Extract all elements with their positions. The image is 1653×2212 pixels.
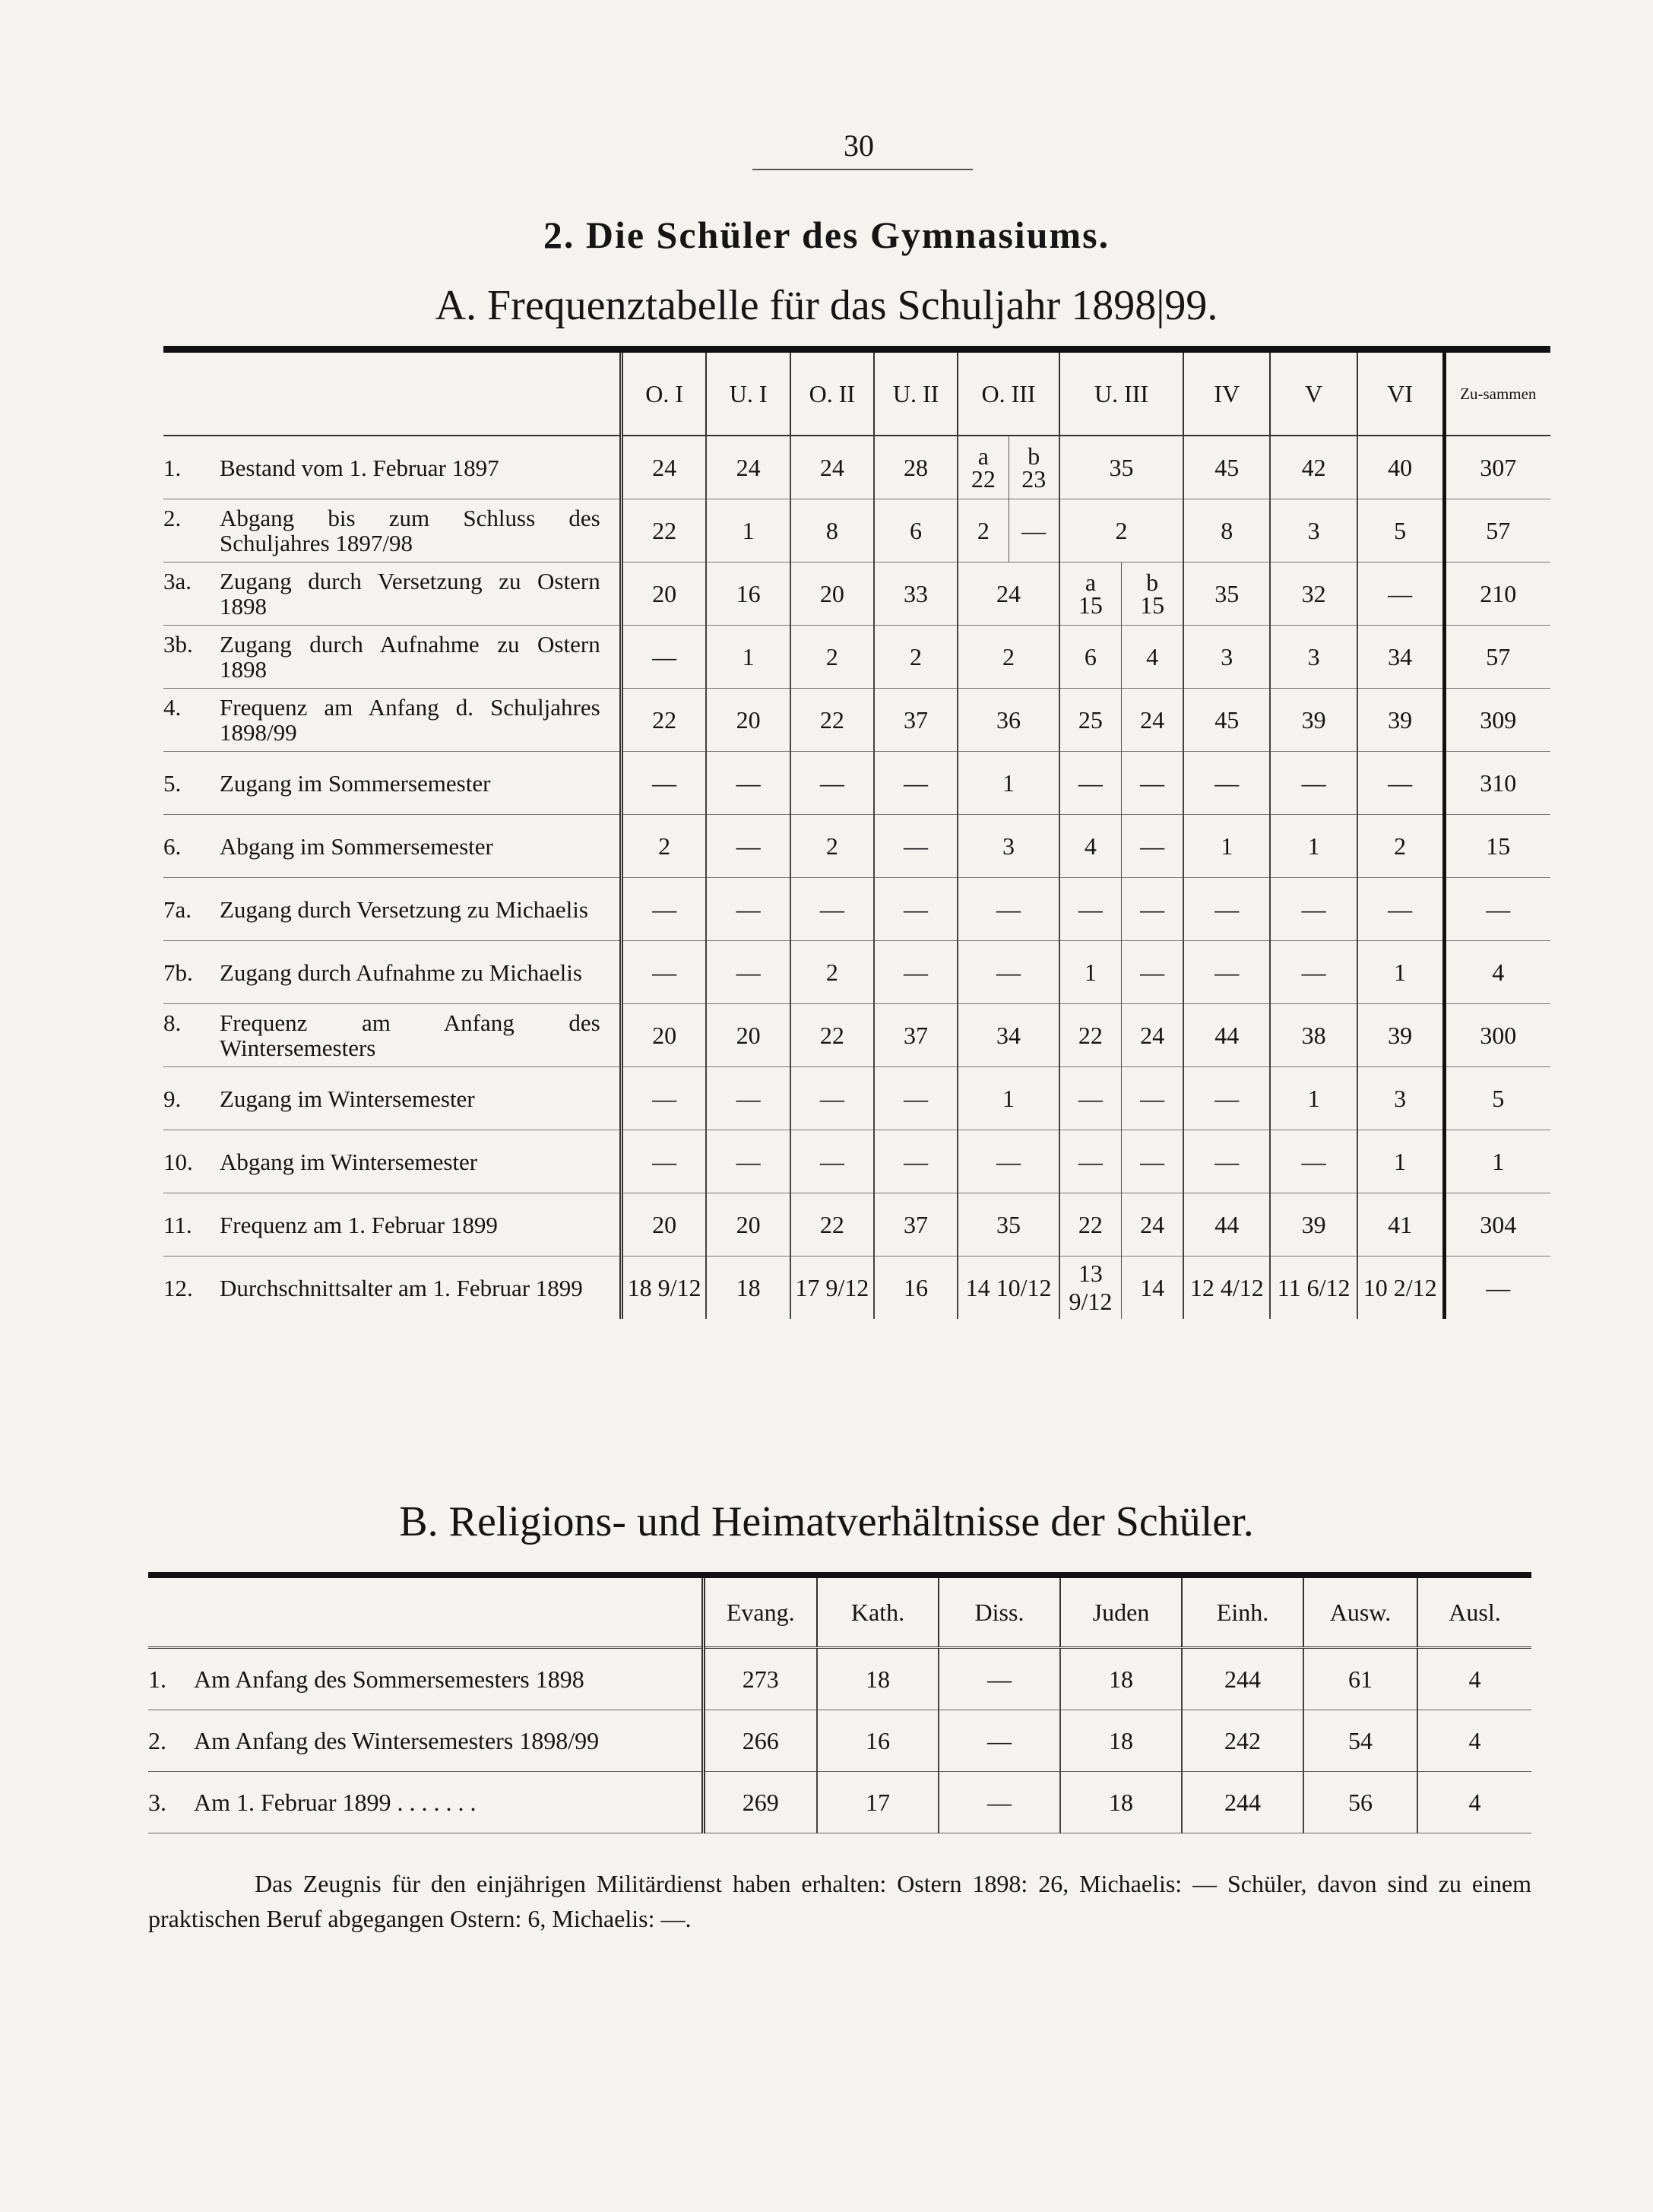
table-cell: 38	[1270, 1004, 1357, 1067]
table-cell: —	[1357, 563, 1444, 626]
table-cell: —	[874, 815, 958, 878]
table-a-title: A. Frequenztabelle für das Schuljahr 1898|99.	[435, 282, 1218, 329]
table-cell-total: 15	[1444, 815, 1550, 878]
row-number: 9.	[163, 1085, 182, 1112]
table-cell: 40	[1357, 436, 1444, 499]
col-header: O. III	[958, 350, 1059, 436]
table-cell: —	[1270, 752, 1357, 815]
row-label	[148, 1710, 703, 1772]
row-label-text: Zugang durch Versetzung zu Michaelis	[220, 895, 588, 923]
table-cell: 8	[790, 499, 874, 563]
table-cell: —	[939, 1710, 1060, 1772]
row-number: 8.	[163, 1009, 182, 1036]
table-cell	[1009, 436, 1059, 499]
row-label	[163, 1193, 621, 1257]
table-row	[163, 1130, 1550, 1193]
row-number: 3b.	[163, 631, 193, 658]
table-cell: 24	[621, 436, 706, 499]
table-cell: —	[1059, 1130, 1122, 1193]
table-cell: —	[621, 1067, 706, 1130]
col-header: U. II	[874, 350, 958, 436]
table-cell: —	[1357, 752, 1444, 815]
table-row	[163, 499, 1550, 563]
religion-table-header	[148, 1575, 1531, 1648]
table-cell: —	[1270, 1130, 1357, 1193]
table-cell: 6	[1059, 626, 1122, 689]
table-cell: 22	[621, 499, 706, 563]
table-cell: 242	[1182, 1710, 1303, 1772]
table-cell: —	[939, 1772, 1060, 1833]
table-cell: 35	[958, 1193, 1059, 1257]
table-cell: 2	[790, 626, 874, 689]
table-cell: 56	[1303, 1772, 1417, 1833]
table-cell: 24	[706, 436, 790, 499]
table-cell: 6	[874, 499, 958, 563]
table-cell: —	[706, 815, 790, 878]
table-cell: —	[1122, 941, 1184, 1004]
table-cell: 24	[1122, 1193, 1184, 1257]
table-cell: —	[790, 1067, 874, 1130]
table-cell: —	[706, 752, 790, 815]
table-cell-total: 309	[1444, 689, 1550, 752]
row-label-text: Bestand vom 1. Februar 1897	[220, 454, 499, 481]
table-cell: 3	[1270, 626, 1357, 689]
table-cell: —	[958, 1130, 1059, 1193]
table-cell: 3	[1183, 626, 1270, 689]
row-label	[163, 752, 621, 815]
row-label	[163, 499, 621, 563]
table-cell: 32	[1270, 563, 1357, 626]
row-number: 7a.	[163, 895, 192, 923]
table-cell: 1	[958, 1067, 1059, 1130]
table-cell: —	[1183, 1130, 1270, 1193]
table-cell: 28	[874, 436, 958, 499]
row-number: 2.	[163, 505, 182, 531]
table-row	[163, 563, 1550, 626]
table-cell: 24	[1122, 689, 1184, 752]
row-label-text: Zugang durch Aufnahme zu Ostern 1898	[220, 631, 600, 683]
table-cell: 41	[1357, 1193, 1444, 1257]
table-cell: 37	[874, 1004, 958, 1067]
table-cell: 3	[1357, 1067, 1444, 1130]
table-cell: 1	[1183, 815, 1270, 878]
table-cell: 2	[790, 941, 874, 1004]
header-label-blank	[163, 350, 621, 436]
row-number: 3.	[148, 1788, 166, 1816]
table-cell: 4	[1417, 1772, 1531, 1833]
table-row	[148, 1710, 1531, 1772]
table-cell: 39	[1357, 1004, 1444, 1067]
table-cell: 3	[958, 815, 1059, 878]
col-header: Diss.	[939, 1575, 1060, 1648]
row-number: 5.	[163, 769, 182, 797]
table-cell: 22	[790, 1004, 874, 1067]
table-cell: 45	[1183, 436, 1270, 499]
row-label	[163, 1257, 621, 1320]
table-cell: 44	[1183, 1193, 1270, 1257]
table-cell: 1	[1059, 941, 1122, 1004]
footnote: Das Zeugnis für den einjährigen Militärdienst haben erhalten: Ostern 1898: 26, Michaelis: — Schüler, davon sind zu einem praktischen Beruf abgegangen Ostern: 6, Michaelis: —.	[148, 1870, 1531, 1932]
table-cell: 35	[1059, 436, 1183, 499]
table-cell: 1	[1270, 815, 1357, 878]
table-cell: —	[939, 1648, 1060, 1710]
table-cell: 45	[1183, 689, 1270, 752]
table-cell: —	[1122, 1067, 1184, 1130]
col-header: Ausw.	[1303, 1575, 1417, 1648]
row-label	[148, 1648, 703, 1710]
table-cell: 2	[621, 815, 706, 878]
table-cell: —	[706, 1130, 790, 1193]
table-cell: 54	[1303, 1710, 1417, 1772]
table-cell: 20	[706, 1193, 790, 1257]
table-cell: —	[706, 941, 790, 1004]
row-label	[163, 815, 621, 878]
table-cell: 20	[621, 563, 706, 626]
table-cell: 17	[817, 1772, 939, 1833]
row-label-text: Frequenz am Anfang d. Schuljahres 1898/99	[220, 694, 600, 746]
col-header: V	[1270, 350, 1357, 436]
col-header: Ausl.	[1417, 1575, 1531, 1648]
table-cell: 22	[621, 689, 706, 752]
table-cell: 10 2/12	[1357, 1257, 1444, 1320]
table-cell-total: —	[1444, 878, 1550, 941]
table-cell: —	[874, 1130, 958, 1193]
frequency-table-header	[163, 350, 1550, 436]
table-cell: —	[621, 626, 706, 689]
row-label-text: Abgang im Sommersemester	[220, 832, 493, 860]
row-number: 1.	[148, 1665, 166, 1693]
table-cell: —	[1183, 878, 1270, 941]
table-row	[163, 815, 1550, 878]
col-header: VI	[1357, 350, 1444, 436]
religion-table-body	[148, 1648, 1531, 1833]
table-cell: 18	[1060, 1772, 1182, 1833]
row-label-text: Abgang bis zum Schluss des Schuljahres 1897/98	[220, 505, 600, 556]
cell-value: 15	[1140, 591, 1165, 619]
row-label	[163, 1004, 621, 1067]
table-cell: 61	[1303, 1648, 1417, 1710]
table-cell: —	[958, 941, 1059, 1004]
table-cell: 24	[1122, 1004, 1184, 1067]
table-cell: 2	[1059, 499, 1183, 563]
table-cell: 273	[703, 1648, 817, 1710]
page-number: 30	[844, 128, 874, 163]
table-cell: —	[621, 941, 706, 1004]
table-cell: —	[1357, 878, 1444, 941]
table-row	[163, 1193, 1550, 1257]
table-cell: 39	[1270, 1193, 1357, 1257]
table-cell: —	[958, 878, 1059, 941]
row-number: 12.	[163, 1274, 193, 1301]
col-header: Juden	[1060, 1575, 1182, 1648]
table-cell: 16	[706, 563, 790, 626]
table-cell: 16	[874, 1257, 958, 1320]
col-header-total: Zu-sammen	[1444, 350, 1550, 436]
sub-label: a	[977, 442, 989, 470]
row-number: 10.	[163, 1148, 193, 1175]
table-cell-total: 300	[1444, 1004, 1550, 1067]
row-number: 3a.	[163, 568, 192, 594]
table-cell: 20	[621, 1004, 706, 1067]
table-cell: 5	[1357, 499, 1444, 563]
table-cell: 34	[958, 1004, 1059, 1067]
row-label	[163, 563, 621, 626]
table-cell: 22	[790, 689, 874, 752]
table-cell: 37	[874, 689, 958, 752]
row-label-text: Abgang im Wintersemester	[220, 1148, 478, 1175]
table-cell: 18	[1060, 1648, 1182, 1710]
table-row	[163, 752, 1550, 815]
table-cell: 3	[1270, 499, 1357, 563]
table-cell: 33	[874, 563, 958, 626]
table-cell: 2	[1357, 815, 1444, 878]
page-number-rule	[752, 169, 973, 170]
table-row	[163, 436, 1550, 499]
table-cell: —	[621, 1130, 706, 1193]
row-label-text: Durchschnittsalter am 1. Februar 1899	[220, 1274, 583, 1301]
table-cell: 4	[1122, 626, 1184, 689]
table-cell: 2	[790, 815, 874, 878]
table-cell: —	[1270, 878, 1357, 941]
col-header: U. III	[1059, 350, 1183, 436]
row-label-text: Zugang durch Versetzung zu Ostern 1898	[220, 568, 600, 620]
table-cell: 18	[1060, 1710, 1182, 1772]
table-cell: 22	[1059, 1004, 1122, 1067]
table-cell: —	[1183, 752, 1270, 815]
table-cell: —	[1009, 499, 1059, 563]
row-label-text: Frequenz am Anfang des Wintersemesters	[220, 1009, 600, 1061]
table-cell: —	[790, 878, 874, 941]
table-cell: —	[874, 1067, 958, 1130]
table-cell: —	[790, 752, 874, 815]
table-cell: 35	[1183, 563, 1270, 626]
cell-value: 15	[1078, 591, 1103, 619]
table-cell: 266	[703, 1710, 817, 1772]
col-header: IV	[1183, 350, 1270, 436]
table-cell: 18 9/12	[621, 1257, 706, 1320]
table-cell: 24	[790, 436, 874, 499]
table-cell-total: 310	[1444, 752, 1550, 815]
cell-value: 22	[971, 465, 996, 493]
table-cell	[958, 436, 1009, 499]
table-cell: —	[1122, 1130, 1184, 1193]
table-cell: 14	[1122, 1257, 1184, 1320]
table-cell: 13 9/12	[1059, 1257, 1122, 1320]
table-cell: 8	[1183, 499, 1270, 563]
table-cell	[1122, 563, 1184, 626]
row-number: 7b.	[163, 959, 193, 986]
table-cell: 4	[1417, 1710, 1531, 1772]
row-label-text: Am Anfang des Wintersemesters 1898/99	[194, 1726, 600, 1754]
row-number: 4.	[163, 694, 182, 721]
table-cell	[1059, 563, 1122, 626]
row-number: 1.	[163, 454, 182, 481]
table-cell: 20	[621, 1193, 706, 1257]
table-cell: 1	[1357, 1130, 1444, 1193]
row-number: 11.	[163, 1211, 192, 1238]
table-cell: 12 4/12	[1183, 1257, 1270, 1320]
table-cell: —	[874, 878, 958, 941]
table-cell: 1	[1270, 1067, 1357, 1130]
table-cell-total: —	[1444, 1257, 1550, 1320]
table-cell: —	[1059, 878, 1122, 941]
table-cell: 1	[706, 499, 790, 563]
row-label-text: Zugang im Wintersemester	[220, 1085, 475, 1112]
table-cell: 22	[1059, 1193, 1122, 1257]
table-row	[163, 1257, 1550, 1320]
col-header: Einh.	[1182, 1575, 1303, 1648]
table-cell: 25	[1059, 689, 1122, 752]
frequency-table	[163, 346, 1550, 1319]
table-cell: 4	[1417, 1648, 1531, 1710]
frequency-table-body	[163, 436, 1550, 1319]
row-label	[163, 941, 621, 1004]
row-label	[163, 626, 621, 689]
table-cell-total: 4	[1444, 941, 1550, 1004]
row-label-text: Zugang im Sommersemester	[220, 769, 491, 797]
table-row	[163, 878, 1550, 941]
table-cell: 44	[1183, 1004, 1270, 1067]
table-cell: 244	[1182, 1648, 1303, 1710]
table-cell: 2	[874, 626, 958, 689]
table-cell: 39	[1270, 689, 1357, 752]
col-header: Evang.	[703, 1575, 817, 1648]
table-cell: 36	[958, 689, 1059, 752]
row-label-text: Zugang durch Aufnahme zu Michaelis	[220, 959, 582, 986]
cell-value: 23	[1021, 465, 1047, 493]
table-cell: —	[790, 1130, 874, 1193]
table-cell: —	[1122, 752, 1184, 815]
table-cell: 269	[703, 1772, 817, 1833]
row-label	[163, 878, 621, 941]
table-cell-total: 1	[1444, 1130, 1550, 1193]
row-number: 6.	[163, 832, 182, 860]
table-row	[163, 689, 1550, 752]
table-b-title: B. Religions- und Heimatverhältnisse der Schüler.	[399, 1498, 1254, 1545]
row-label-text: Frequenz am 1. Februar 1899	[220, 1211, 498, 1238]
table-cell: 37	[874, 1193, 958, 1257]
row-number: 2.	[148, 1726, 166, 1754]
col-header: U. I	[706, 350, 790, 436]
table-cell-total: 57	[1444, 626, 1550, 689]
table-cell-total: 5	[1444, 1067, 1550, 1130]
col-header: Kath.	[817, 1575, 939, 1648]
table-cell-total: 210	[1444, 563, 1550, 626]
sub-label: b	[1146, 569, 1159, 596]
table-row	[148, 1648, 1531, 1710]
table-cell: 1	[1357, 941, 1444, 1004]
table-cell: —	[621, 878, 706, 941]
table-cell: 2	[958, 499, 1009, 563]
table-cell: 18	[817, 1648, 939, 1710]
religion-table	[148, 1572, 1531, 1833]
table-cell: —	[1270, 941, 1357, 1004]
table-row	[163, 626, 1550, 689]
table-cell: —	[621, 752, 706, 815]
table-cell: —	[1059, 1067, 1122, 1130]
section-heading: 2. Die Schüler des Gymnasiums.	[543, 214, 1110, 256]
table-cell: —	[1183, 1067, 1270, 1130]
table-cell: —	[1183, 941, 1270, 1004]
table-cell: 34	[1357, 626, 1444, 689]
header-label-blank	[148, 1575, 703, 1648]
table-cell: 244	[1182, 1772, 1303, 1833]
table-cell: —	[874, 752, 958, 815]
sub-label: a	[1085, 569, 1097, 596]
table-row	[163, 1067, 1550, 1130]
table-cell: —	[1122, 878, 1184, 941]
table-cell-total: 304	[1444, 1193, 1550, 1257]
table-cell: —	[1059, 752, 1122, 815]
table-cell: —	[706, 878, 790, 941]
table-cell: —	[1122, 815, 1184, 878]
table-row	[163, 941, 1550, 1004]
table-cell: 11 6/12	[1270, 1257, 1357, 1320]
table-cell: 4	[1059, 815, 1122, 878]
table-cell: 1	[706, 626, 790, 689]
sub-label: b	[1028, 442, 1040, 470]
row-label	[163, 1130, 621, 1193]
table-row	[148, 1772, 1531, 1833]
table-cell-total: 307	[1444, 436, 1550, 499]
table-cell: —	[706, 1067, 790, 1130]
table-cell: 20	[790, 563, 874, 626]
col-header: O. I	[621, 350, 706, 436]
table-cell: 20	[706, 1004, 790, 1067]
row-label	[148, 1772, 703, 1833]
table-cell: 18	[706, 1257, 790, 1320]
table-row	[163, 1004, 1550, 1067]
table-cell: —	[874, 941, 958, 1004]
row-label	[163, 689, 621, 752]
table-cell-total: 57	[1444, 499, 1550, 563]
row-label	[163, 436, 621, 499]
table-cell: 39	[1357, 689, 1444, 752]
table-cell: 2	[958, 626, 1059, 689]
table-cell: 17 9/12	[790, 1257, 874, 1320]
table-cell: 42	[1270, 436, 1357, 499]
table-cell: 20	[706, 689, 790, 752]
table-cell: 14 10/12	[958, 1257, 1059, 1320]
row-label-text: Am Anfang des Sommersemesters 1898	[194, 1665, 584, 1693]
table-cell: 24	[958, 563, 1059, 626]
table-cell: 1	[958, 752, 1059, 815]
table-cell: 16	[817, 1710, 939, 1772]
row-label-text: Am 1. Februar 1899 . . . . . . .	[194, 1788, 477, 1816]
row-label	[163, 1067, 621, 1130]
col-header: O. II	[790, 350, 874, 436]
table-cell: 22	[790, 1193, 874, 1257]
